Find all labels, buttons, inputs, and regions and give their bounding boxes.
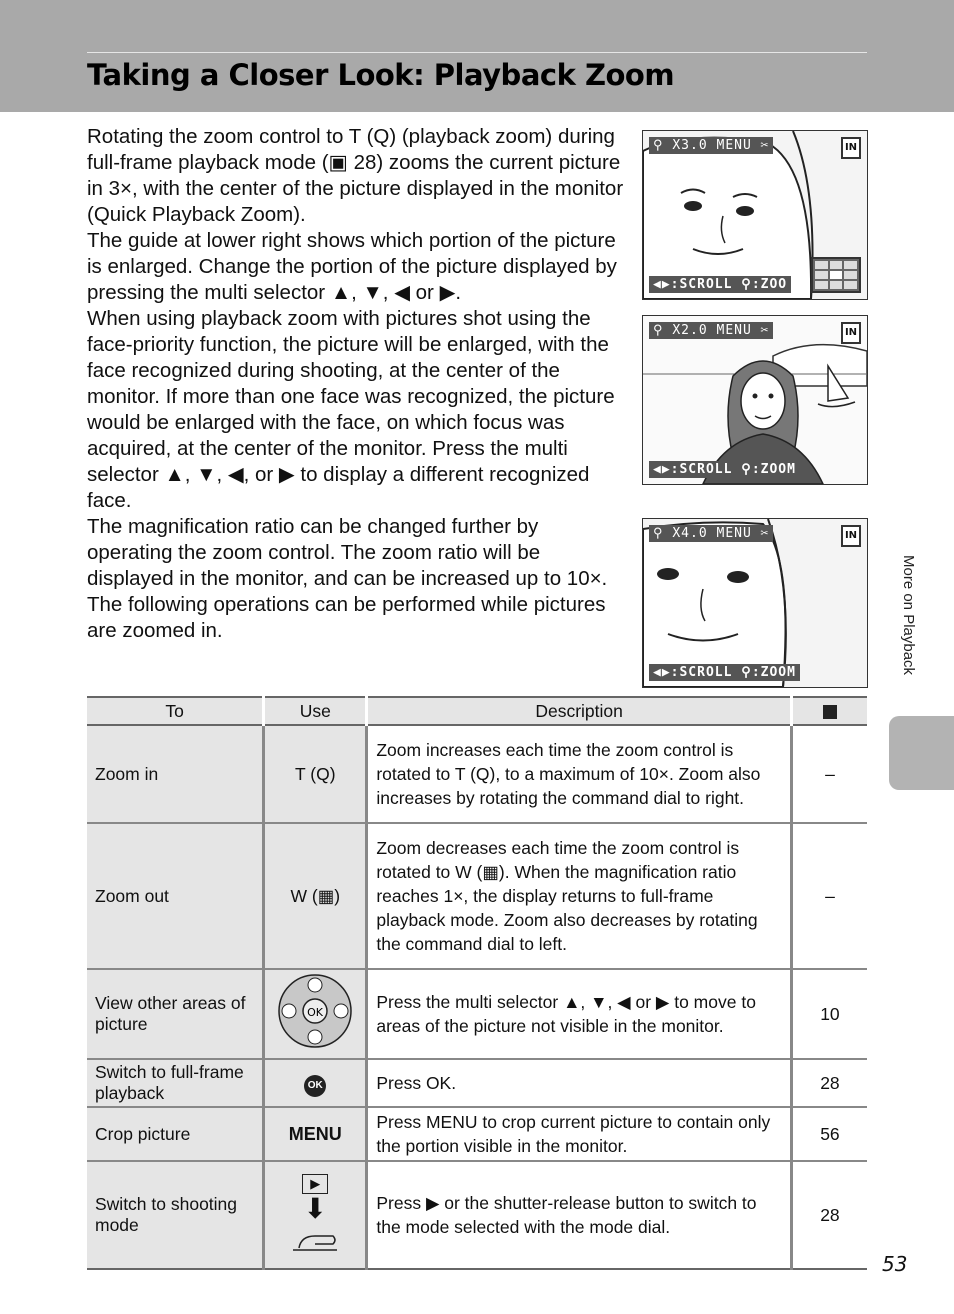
menu-button-label: MENU — [288, 1124, 342, 1144]
page-reference-icon — [823, 705, 837, 719]
monitor-screenshot-zoom-2x — [642, 315, 868, 485]
scroll-label: :SCROLL — [670, 277, 733, 292]
down-arrow-icon: ⬇ — [303, 1193, 328, 1224]
paragraph-1: Rotating the zoom control to T (Q) (playback zoom) during full-frame playback mode (▣ 28) zooms the current picture in 3×, with the center of the picture displayed in the monitor (Quick Playback Zoom). — [87, 125, 624, 226]
zoom-ratio-indicator — [649, 137, 773, 154]
zoom-icon: ⚲ — [741, 665, 752, 680]
zoom-ratio-indicator — [649, 525, 773, 542]
row-description: Zoom increases each time the zoom control is rotated to T (Q), to a maximum of 10×. Zoom also increases by rotating the command dial to right. — [367, 725, 792, 823]
multi-selector-icon: ◀▶ — [653, 665, 671, 680]
side-tab — [889, 716, 954, 790]
row-description: Press OK. — [367, 1059, 792, 1107]
table-row — [87, 823, 867, 969]
page-number: 53 — [882, 1252, 908, 1276]
menu-label: MENU — [716, 323, 752, 338]
monitor-screenshot-zoom-4x — [642, 518, 868, 688]
row-description: Press the multi selector ▲, ▼, ◀ or ▶ to move to areas of the picture not visible in the monitor. — [367, 969, 792, 1059]
scroll-zoom-hint — [649, 664, 800, 681]
monitor-screenshot-zoom-3x — [642, 130, 868, 300]
internal-memory-icon: IN — [841, 525, 861, 547]
zoom-label: :ZOO — [751, 277, 788, 292]
shutter-release-icon — [289, 1224, 341, 1254]
zoom-icon: ⚲ — [741, 277, 752, 292]
table-row — [87, 1059, 867, 1107]
ok-button-icon: OK — [304, 1075, 326, 1097]
zoom-magnifier-icon: ⚲ — [653, 323, 664, 338]
page-header — [0, 0, 954, 112]
zoom-ratio: X3.0 — [672, 138, 708, 153]
row-page-ref: – — [791, 823, 867, 969]
row-control — [264, 969, 367, 1059]
side-tab-label: More on Playback — [900, 555, 917, 676]
scroll-zoom-hint — [649, 461, 800, 478]
zoom-ratio: X4.0 — [672, 526, 708, 541]
face-closeup-illustration-4x — [643, 519, 867, 687]
row-action: Zoom in — [87, 725, 264, 823]
zoom-label: :ZOOM — [751, 665, 796, 680]
paragraph-3: When using playback zoom with pictures shot using the face-priority function, the picture will be enlarged, with the face recognized during shooting, at the center of the monitor. If more than one face was recognized, the picture would be enlarged with the face, on which focus was acquired, at the center of the monitor. Press the multi selector ▲, ▼, ◀, or ▶ to display a different recognized face. — [87, 307, 615, 512]
zoom-label: :ZOOM — [751, 462, 796, 477]
table-row — [87, 1161, 867, 1269]
header-to: To — [87, 697, 264, 725]
row-page-ref: – — [791, 725, 867, 823]
menu-label: MENU — [716, 526, 752, 541]
operations-table — [87, 696, 867, 1270]
row-control — [264, 1059, 367, 1107]
internal-memory-icon: IN — [841, 137, 861, 159]
zoom-ratio: X2.0 — [672, 323, 708, 338]
row-control — [264, 1161, 367, 1269]
row-description: Zoom decreases each time the zoom control is rotated to W (▦). When the magnification ratio reaches 1×, the display returns to full-frame playback mode. Zoom also decreases by rotating the command dial to left. — [367, 823, 792, 969]
scissors-icon: ✂ — [760, 323, 770, 338]
table-row — [87, 1107, 867, 1161]
row-description: Press ▶ or the shutter-release button to switch to the mode selected with the mode dial. — [367, 1161, 792, 1269]
zoom-position-guide — [811, 257, 861, 293]
paragraph-4: The magnification ratio can be changed further by operating the zoom control. The zoom ratio will be displayed in the monitor, and can be increased up to 10×. The following operations can be performed while pictures are zoomed in. — [87, 515, 608, 642]
header-use: Use — [264, 697, 367, 725]
row-control: T (Q) — [264, 725, 367, 823]
row-page-ref: 56 — [791, 1107, 867, 1161]
row-control: W (▦) — [264, 823, 367, 969]
woman-sailboat-illustration — [643, 316, 867, 484]
svg-text:OK: OK — [307, 1006, 324, 1019]
scroll-label: :SCROLL — [670, 462, 733, 477]
table-header-row — [87, 697, 867, 725]
scroll-label: :SCROLL — [670, 665, 733, 680]
paragraph-2: The guide at lower right shows which portion of the picture is enlarged. Change the portion of the picture displayed by pressing the multi selector ▲, ▼, ◀ or ▶. — [87, 229, 617, 304]
zoom-magnifier-icon: ⚲ — [653, 526, 664, 541]
row-action: Crop picture — [87, 1107, 264, 1161]
multi-selector-icon: ◀▶ — [653, 462, 671, 477]
row-action: View other areas of picture — [87, 969, 264, 1059]
header-description: Description — [367, 697, 792, 725]
multi-selector-icon: ◀▶ — [653, 277, 671, 292]
menu-label: MENU — [716, 138, 752, 153]
page-title: Taking a Closer Look: Playback Zoom — [87, 58, 675, 92]
zoom-ratio-indicator — [649, 322, 773, 339]
row-page-ref: 10 — [791, 969, 867, 1059]
row-page-ref: 28 — [791, 1161, 867, 1269]
zoom-icon: ⚲ — [741, 462, 752, 477]
scissors-icon: ✂ — [760, 526, 770, 541]
table-row — [87, 969, 867, 1059]
scroll-zoom-hint — [649, 276, 791, 293]
scissors-icon: ✂ — [760, 138, 770, 153]
playback-button-icon: ▶ — [302, 1174, 328, 1194]
header-reference — [791, 697, 867, 725]
row-action: Switch to shooting mode — [87, 1161, 264, 1269]
row-description: Press MENU to crop current picture to contain only the portion visible in the monitor. — [367, 1107, 792, 1161]
zoom-magnifier-icon: ⚲ — [653, 138, 664, 153]
table-row — [87, 725, 867, 823]
internal-memory-icon: IN — [841, 322, 861, 344]
header-rule — [87, 52, 867, 53]
row-action: Switch to full-frame playback — [87, 1059, 264, 1107]
row-action: Zoom out — [87, 823, 264, 969]
multi-selector-icon — [277, 973, 353, 1049]
body-text — [87, 124, 627, 644]
row-control — [264, 1107, 367, 1161]
row-page-ref: 28 — [791, 1059, 867, 1107]
